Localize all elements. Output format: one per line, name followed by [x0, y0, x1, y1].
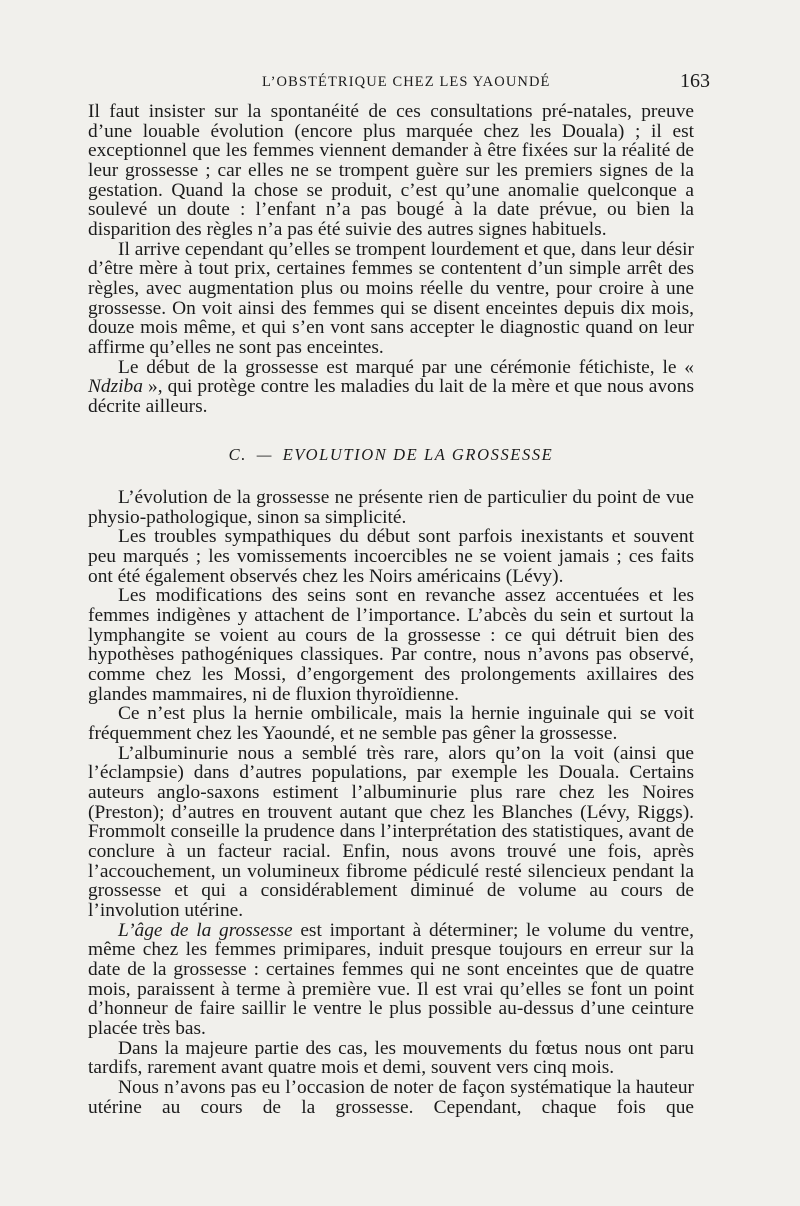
paragraph: Il arrive cependant qu’elles se trompent lourdement et que, dans leur désir d’être mère à tout prix, certaines femmes se contentent d’un simple arrêt des règles, avec augmentation plus ou moins réelle du ventre, pour croire à une grossesse. On voit ainsi des femmes qui se disent enceintes depuis dix mois, douze mois même, et qui s’en vont sans accepter le diagnostic quand on leur affirme qu’elles ne sont pas enceintes.: [88, 238, 694, 358]
paragraph: Les modifications des seins sont en revanche assez accentuées et les femmes indigènes y attachent de l’importance. L’abcès du sein et surtout la lymphangite se voient au cours de la grossesse : ce qui détruit bien des hypothèses pathogéniques classiques. Par contre, nous n’avons pas observé, comme chez les Mossi, d’engorgement des prolongements axillaires des glandes mammaires, ni de fluxion thyroïdienne.: [88, 585, 694, 705]
paragraph: [88, 921, 694, 1039]
paragraph: Nous n’avons pas eu l’occasion de noter de façon systématique la hauteur utérine au cours de la grossesse. Cependant, chaque fois que: [88, 1076, 694, 1118]
italic-term: L’âge de la grossesse: [118, 919, 293, 941]
running-head: L’OBSTÉTRIQUE CHEZ LES YAOUNDÉ: [262, 74, 551, 90]
paragraph-text: », qui protège contre les maladies du lait de la mère et que nous avons décrite ailleurs.: [88, 376, 694, 417]
paragraph: Les troubles sympathiques du début sont parfois inexistants et souvent peu marqués ; les vomissements incoercibles ne se voient jamais ; ces faits ont été également observés chez les Noirs américains (Lévy).: [88, 526, 694, 587]
page-header: [86, 70, 710, 96]
paragraph-text: est important à déterminer; le volume du ventre, même chez les femmes primipares, induit presque toujours en erreur sur la date de la grossesse : certaines femmes qui ne sont enceintes que de quatre mois, paraissent à terme à première vue. Il est vrai qu’elles se font un point d’honneur de faire saillir le ventre le plus possible au-dessus d’une ceinture placée très bas.: [88, 919, 694, 1039]
paragraph: [88, 358, 694, 417]
paragraph-text: Le début de la grossesse est marqué par une cérémonie fétichiste, le «: [118, 356, 694, 378]
section-title: EVOLUTION DE LA GROSSESSE: [282, 444, 554, 464]
paragraph: Il faut insister sur la spontanéité de ces consultations pré-natales, preuve d’une louable évolution (encore plus marquée chez les Douala) ; il est exceptionnel que les femmes viennent demander à être fixées sur la réalité de leur grossesse ; car elles ne se trompent guère sur les premiers signes de la gestation. Quand la chose se produit, c’est qu’une anomalie quelconque a soulevé un doute : l’enfant n’a pas bougé à la date prévue, ou bien la disparition des règles n’a pas été suivie des autres signes habituels.: [88, 101, 694, 240]
paragraph: Dans la majeure partie des cas, les mouvements du fœtus nous ont paru tardifs, rarement avant quatre mois et demi, souvent vers cinq mois.: [88, 1037, 694, 1079]
paragraph: Ce n’est plus la hernie ombilicale, mais la hernie inguinale qui se voit fréquemment chez les Yaoundé, et ne semble pas gêner la grossesse.: [88, 703, 694, 745]
paragraph: L’albuminurie nous a semblé très rare, alors qu’on la voit (ainsi que l’éclampsie) dans d’autres populations, par exemple les Douala. Certains auteurs anglo-saxons estiment l’albuminurie plus rare chez les Noires (Preston); d’autres en trouvent autant que chez les Blanches (Lévy, Riggs). Frommolt conseille la prudence dans l’interprétation des statistiques, avant de conclure à un facteur racial. Enfin, nous avons trouvé une fois, après l’accouchement, un volumineux fibrome pédiculé resté silencieux pendant la grossesse et qui a considérablement diminué de volume au cours de l’involution utérine.: [88, 742, 694, 921]
fetish-ceremony-term: Ndziba: [88, 376, 143, 398]
body-text: [88, 102, 694, 1117]
page-number: 163: [680, 70, 710, 92]
section-letter: C.: [228, 444, 247, 464]
section-dash: —: [256, 444, 273, 464]
paragraph: L’évolution de la grossesse ne présente rien de particulier du point de vue physio-pathologique, sinon sa simplicité.: [88, 487, 694, 528]
section-heading: [88, 445, 694, 465]
